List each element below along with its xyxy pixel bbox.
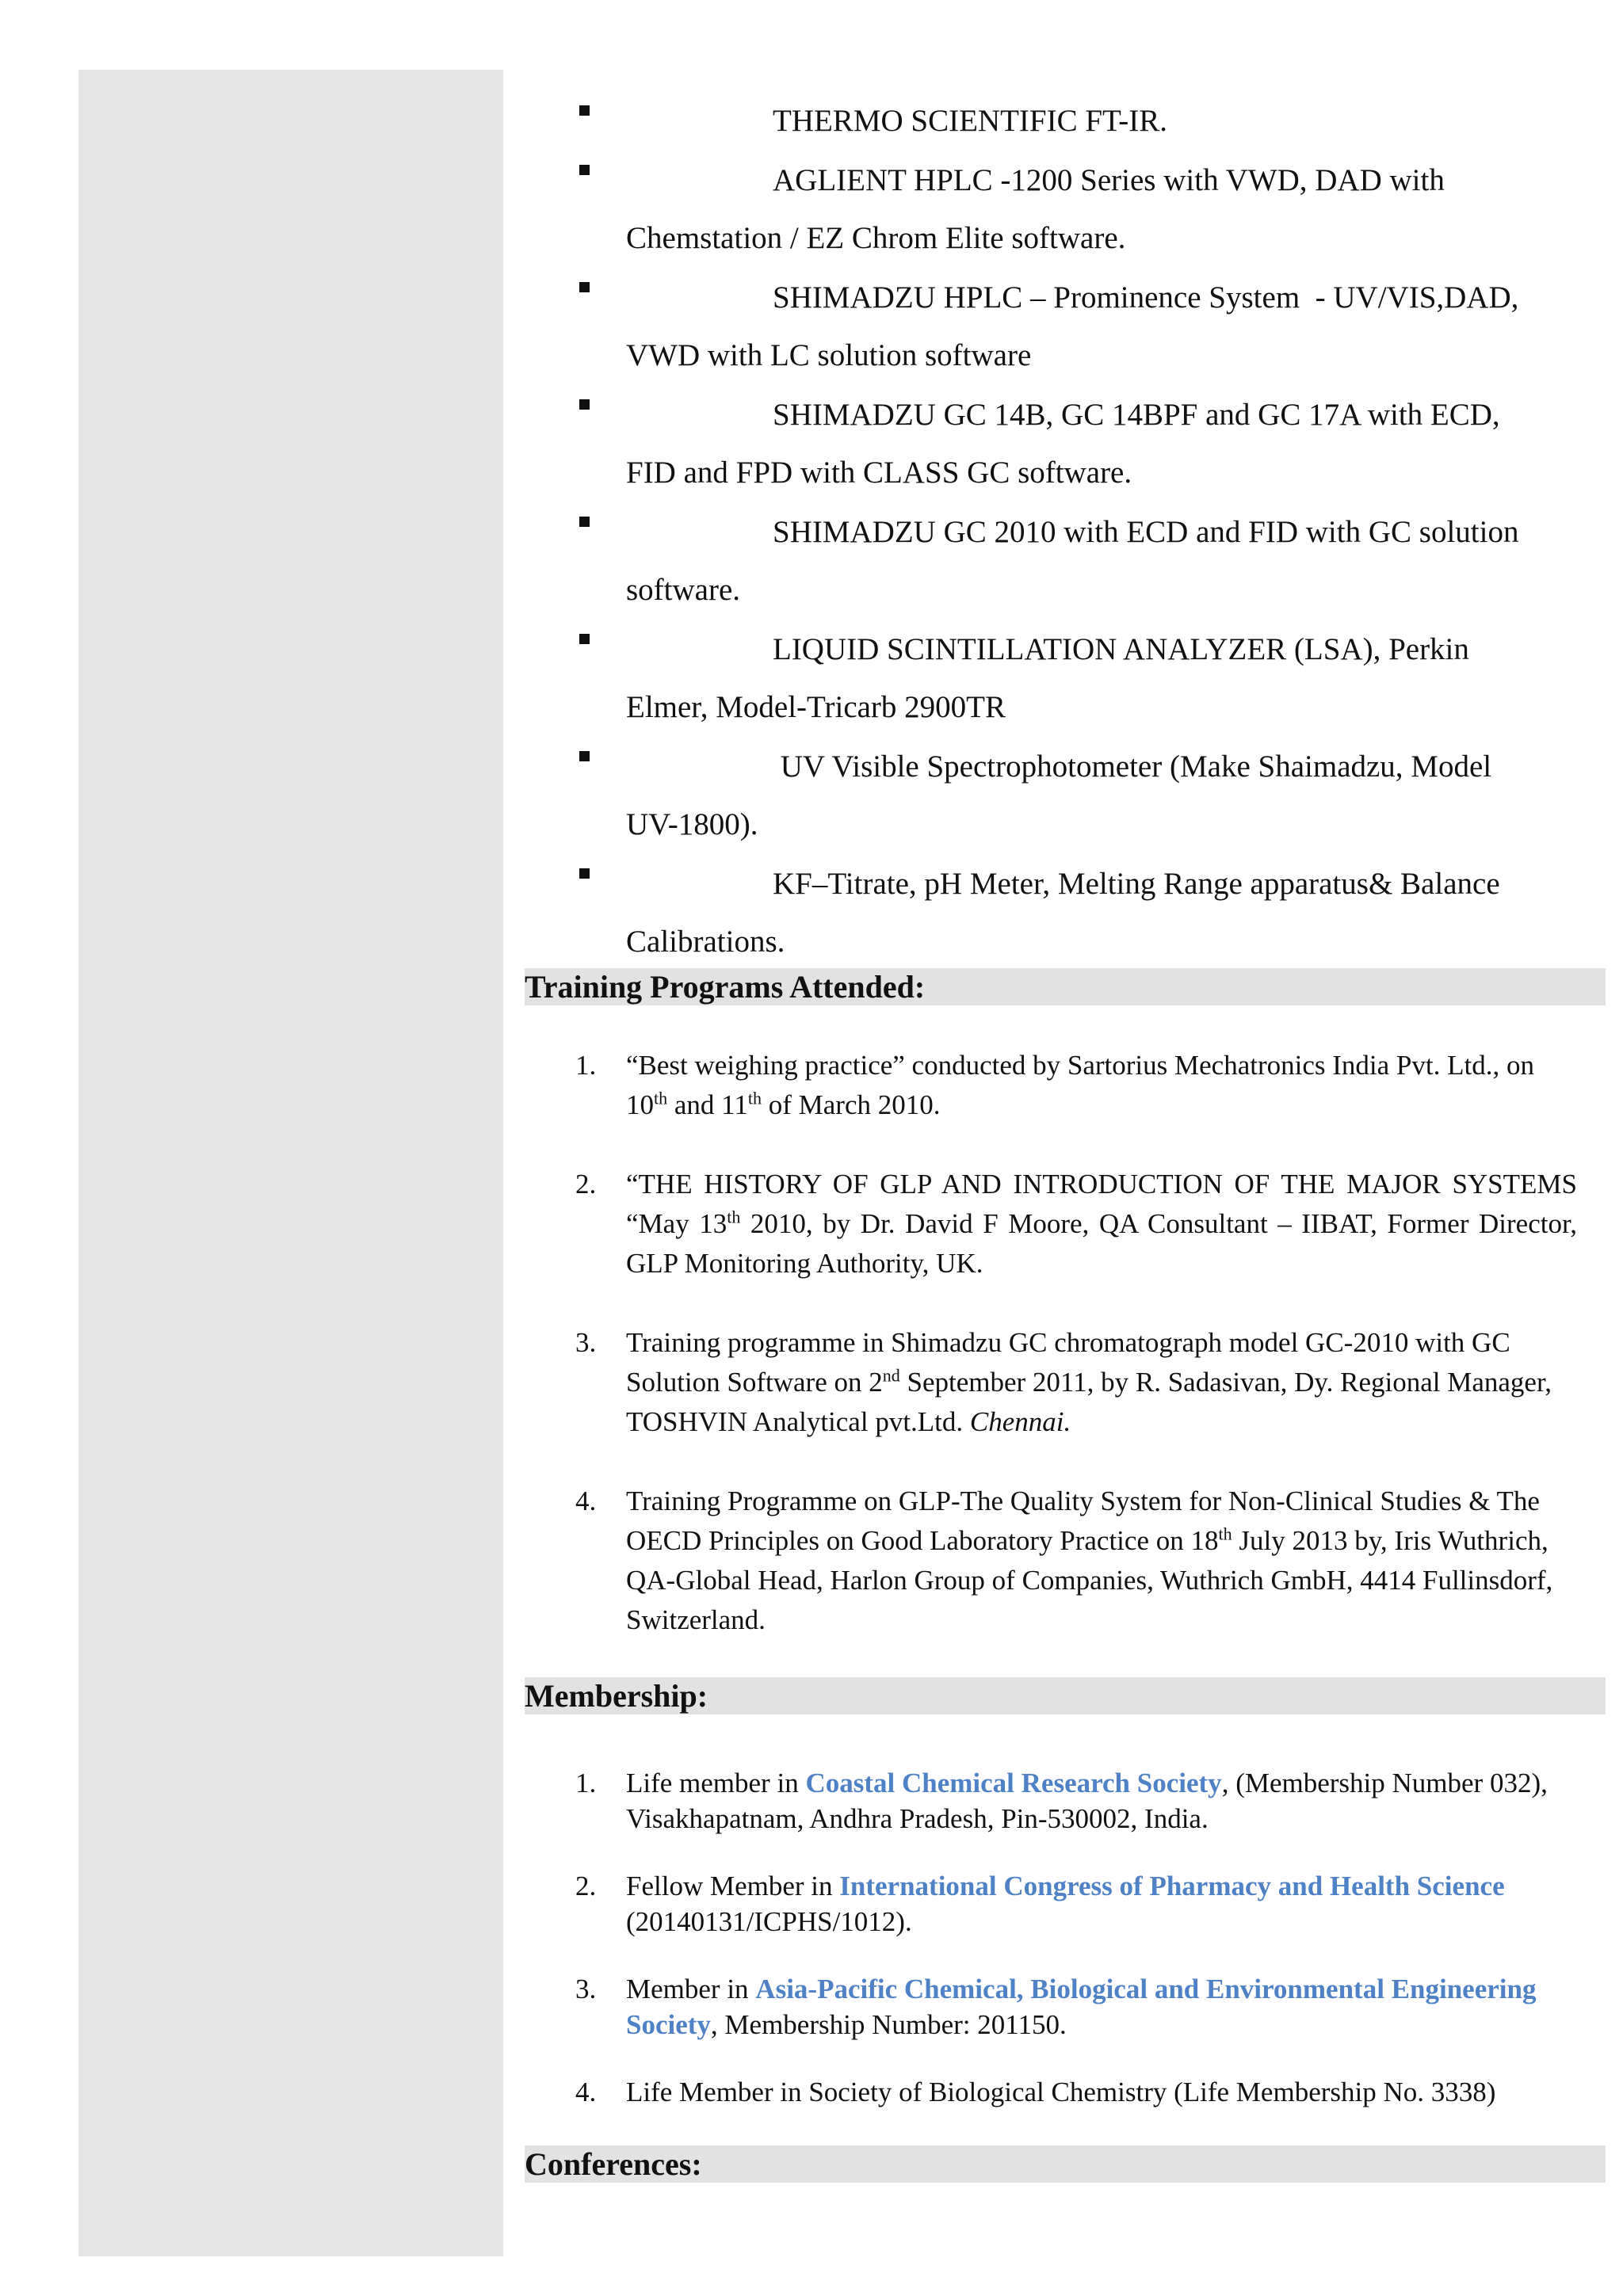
membership-list	[525, 1765, 1606, 2142]
square-bullet-icon	[579, 165, 590, 175]
list-item: 4. Life Member in Society of Biological Chemistry (Life Membership No. 3338)	[575, 2077, 1496, 2107]
square-bullet-icon	[579, 868, 590, 879]
equipment-item: UV Visible Spectrophotometer (Make Shaimadzu, Model UV-1800).	[525, 738, 1606, 853]
square-bullet-icon	[579, 517, 590, 527]
society-link[interactable]: International Congress of Pharmacy and Health Science	[839, 1871, 1505, 1901]
equipment-list	[525, 92, 1606, 972]
left-sidebar-panel	[78, 70, 503, 2256]
equipment-item: SHIMADZU HPLC – Prominence System - UV/VIS,DAD, VWD with LC solution software	[525, 269, 1606, 384]
conferences-section-heading: Conferences:	[525, 2145, 1606, 2183]
equipment-item: KF–Titrate, pH Meter, Melting Range apparatus& Balance Calibrations.	[525, 855, 1606, 971]
list-item: 3. Member in Asia-Pacific Chemical, Biological and Environmental Engineering Society, Membership Number: 201150.	[575, 1974, 1537, 2040]
list-item: 1. “Best weighing practice” conducted by Sartorius Mechatronics India Pvt. Ltd., on 10th and 11th of March 2010.	[575, 1050, 1534, 1120]
society-link[interactable]: Coastal Chemical Research Society	[805, 1768, 1222, 1798]
square-bullet-icon	[579, 751, 590, 761]
training-list	[525, 1046, 1606, 1680]
society-link[interactable]: Asia-Pacific Chemical, Biological and Environmental Engineering Society	[626, 1974, 1537, 2040]
list-item: 1. Life member in Coastal Chemical Research Society, (Membership Number 032), Visakhapatnam, Andhra Pradesh, Pin-530002, India.	[575, 1768, 1548, 1834]
square-bullet-icon	[579, 634, 590, 644]
square-bullet-icon	[579, 105, 590, 116]
membership-section-heading: Membership:	[525, 1677, 1606, 1714]
square-bullet-icon	[579, 282, 590, 292]
list-item: 2. “THE HISTORY OF GLP AND INTRODUCTION OF THE MAJOR SYSTEMS “May 13th 2010, by Dr. David F Moore, QA Consultant – IIBAT, Former Director, GLP Monitoring Authority, UK.	[575, 1169, 1577, 1279]
equipment-item: AGLIENT HPLC -1200 Series with VWD, DAD with Chemstation / EZ Chrom Elite software.	[525, 151, 1606, 267]
equipment-item: SHIMADZU GC 14B, GC 14BPF and GC 17A with ECD, FID and FPD with CLASS GC software.	[525, 386, 1606, 502]
equipment-item: LIQUID SCINTILLATION ANALYZER (LSA), Perkin Elmer, Model-Tricarb 2900TR	[525, 620, 1606, 736]
square-bullet-icon	[579, 399, 590, 410]
training-section-heading: Training Programs Attended:	[525, 968, 1606, 1005]
equipment-item: THERMO SCIENTIFIC FT-IR.	[525, 92, 1606, 150]
list-item: 2. Fellow Member in International Congress of Pharmacy and Health Science (20140131/ICPHS/1012).	[575, 1871, 1505, 1937]
list-item: 4. Training Programme on GLP-The Quality System for Non-Clinical Studies & The OECD Principles on Good Laboratory Practice on 18th July 2013 by, Iris Wuthrich, QA-Global Head, Harlon Group of Companies, Wuthrich GmbH, 4414 Fullinsdorf, Switzerland.	[575, 1486, 1553, 1635]
equipment-item: SHIMADZU GC 2010 with ECD and FID with GC solution software.	[525, 503, 1606, 619]
list-item: 3. Training programme in Shimadzu GC chromatograph model GC-2010 with GC Solution Software on 2nd September 2011, by R. Sadasivan, Dy. Regional Manager, TOSHVIN Analytical pvt.Ltd. Chennai.	[575, 1327, 1552, 1437]
